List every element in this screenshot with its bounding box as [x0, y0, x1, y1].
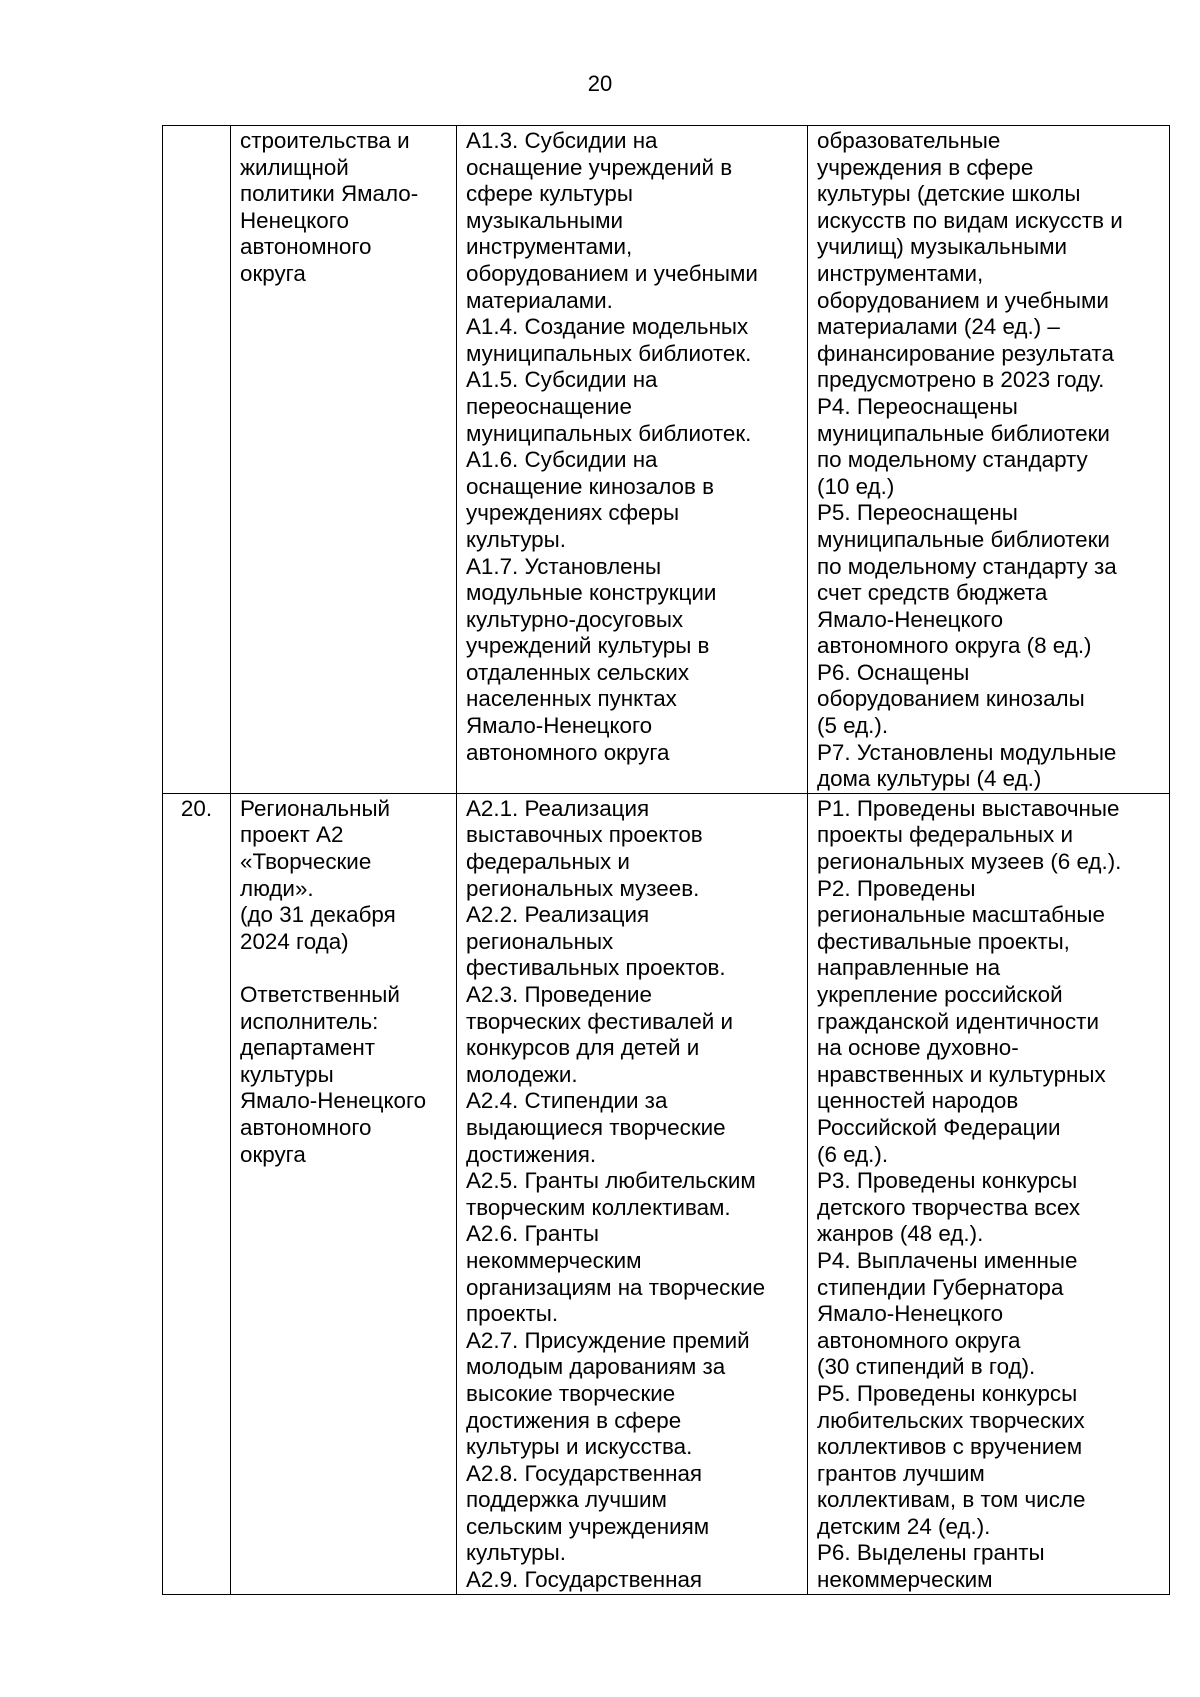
row-number-cell [163, 126, 231, 794]
activities-cell: А1.3. Субсидии на оснащение учреждений в сфере культуры музыкальными инструментами, оборудованием и учебными материалами. А1.4. Создание модельных муниципальных библиотек. А1.5. Субсидии на переоснащение муниципальных библиотек. А1.6. Субсидии на оснащение кинозалов в учреждениях сферы культуры. А1.7. Установлены модульные конструкции культурно-досуговых учреждений культуры в отдаленных сельских населенных пунктах Ямало-Ненецкого автономного округа [457, 126, 808, 794]
results-cell: образовательные учреждения в сфере культуры (детские школы искусств по видам искусств и училищ) музыкальными инструментами, оборудованием и учебными материалами (24 ед.) – финансирование результата предусмотрено в 2023 году. Р4. Переоснащены муниципальные библиотеки по модельному стандарту (10 ед.) Р5. Переоснащены муниципальные библиотеки по модельному стандарту за счет средств бюджета Ямало-Ненецкого автономного округа (8 ед.) Р6. Оснащены оборудованием кинозалы (5 ед.). Р7. Установлены модульные дома культуры (4 ед.) [808, 126, 1170, 794]
page-number: 20 [587, 71, 613, 96]
activities-cell: А2.1. Реализация выставочных проектов федеральных и региональных музеев. А2.2. Реализация региональных фестивальных проектов. А2.3. Проведение творческих фестивалей и конкурсов для детей и молодежи. А2.4. Стипендии за выдающиеся творческие достижения. А2.5. Гранты любительским творческим коллективам. А2.6. Гранты некоммерческим организациям на творческие проекты. А2.7. Присуждение премий молодым дарованиям за высокие творческие достижения в сфере культуры и искусства. А2.8. Государственная поддержка лучшим сельским учреждениям культуры. А2.9. Государственная [457, 793, 808, 1594]
program-table [162, 125, 1170, 1595]
project-cell: строительства и жилищной политики Ямало- Ненецкого автономного округа [231, 126, 457, 794]
row-number-cell: 20. [163, 793, 231, 1594]
table-row [163, 793, 1170, 1594]
project-cell: Региональный проект А2 «Творческие люди». (до 31 декабря 2024 года) Ответственный исполнитель: департамент культуры Ямало-Ненецкого автономного округа [231, 793, 457, 1594]
results-cell: Р1. Проведены выставочные проекты федеральных и региональных музеев (6 ед.). Р2. Проведены региональные масштабные фестивальные проекты, направленные на укрепление российской гражданской идентичности на основе духовно- нравственных и культурных ценностей народов Российской Федерации (6 ед.). Р3. Проведены конкурсы детского творчества всех жанров (48 ед.). Р4. Выплачены именные стипендии Губернатора Ямало-Ненецкого автономного округа (30 стипендий в год). Р5. Проведены конкурсы любительских творческих коллективов с вручением грантов лучшим коллективам, в том числе детским 24 (ед.). Р6. Выделены гранты некоммерческим [808, 793, 1170, 1594]
table-row [163, 126, 1170, 794]
